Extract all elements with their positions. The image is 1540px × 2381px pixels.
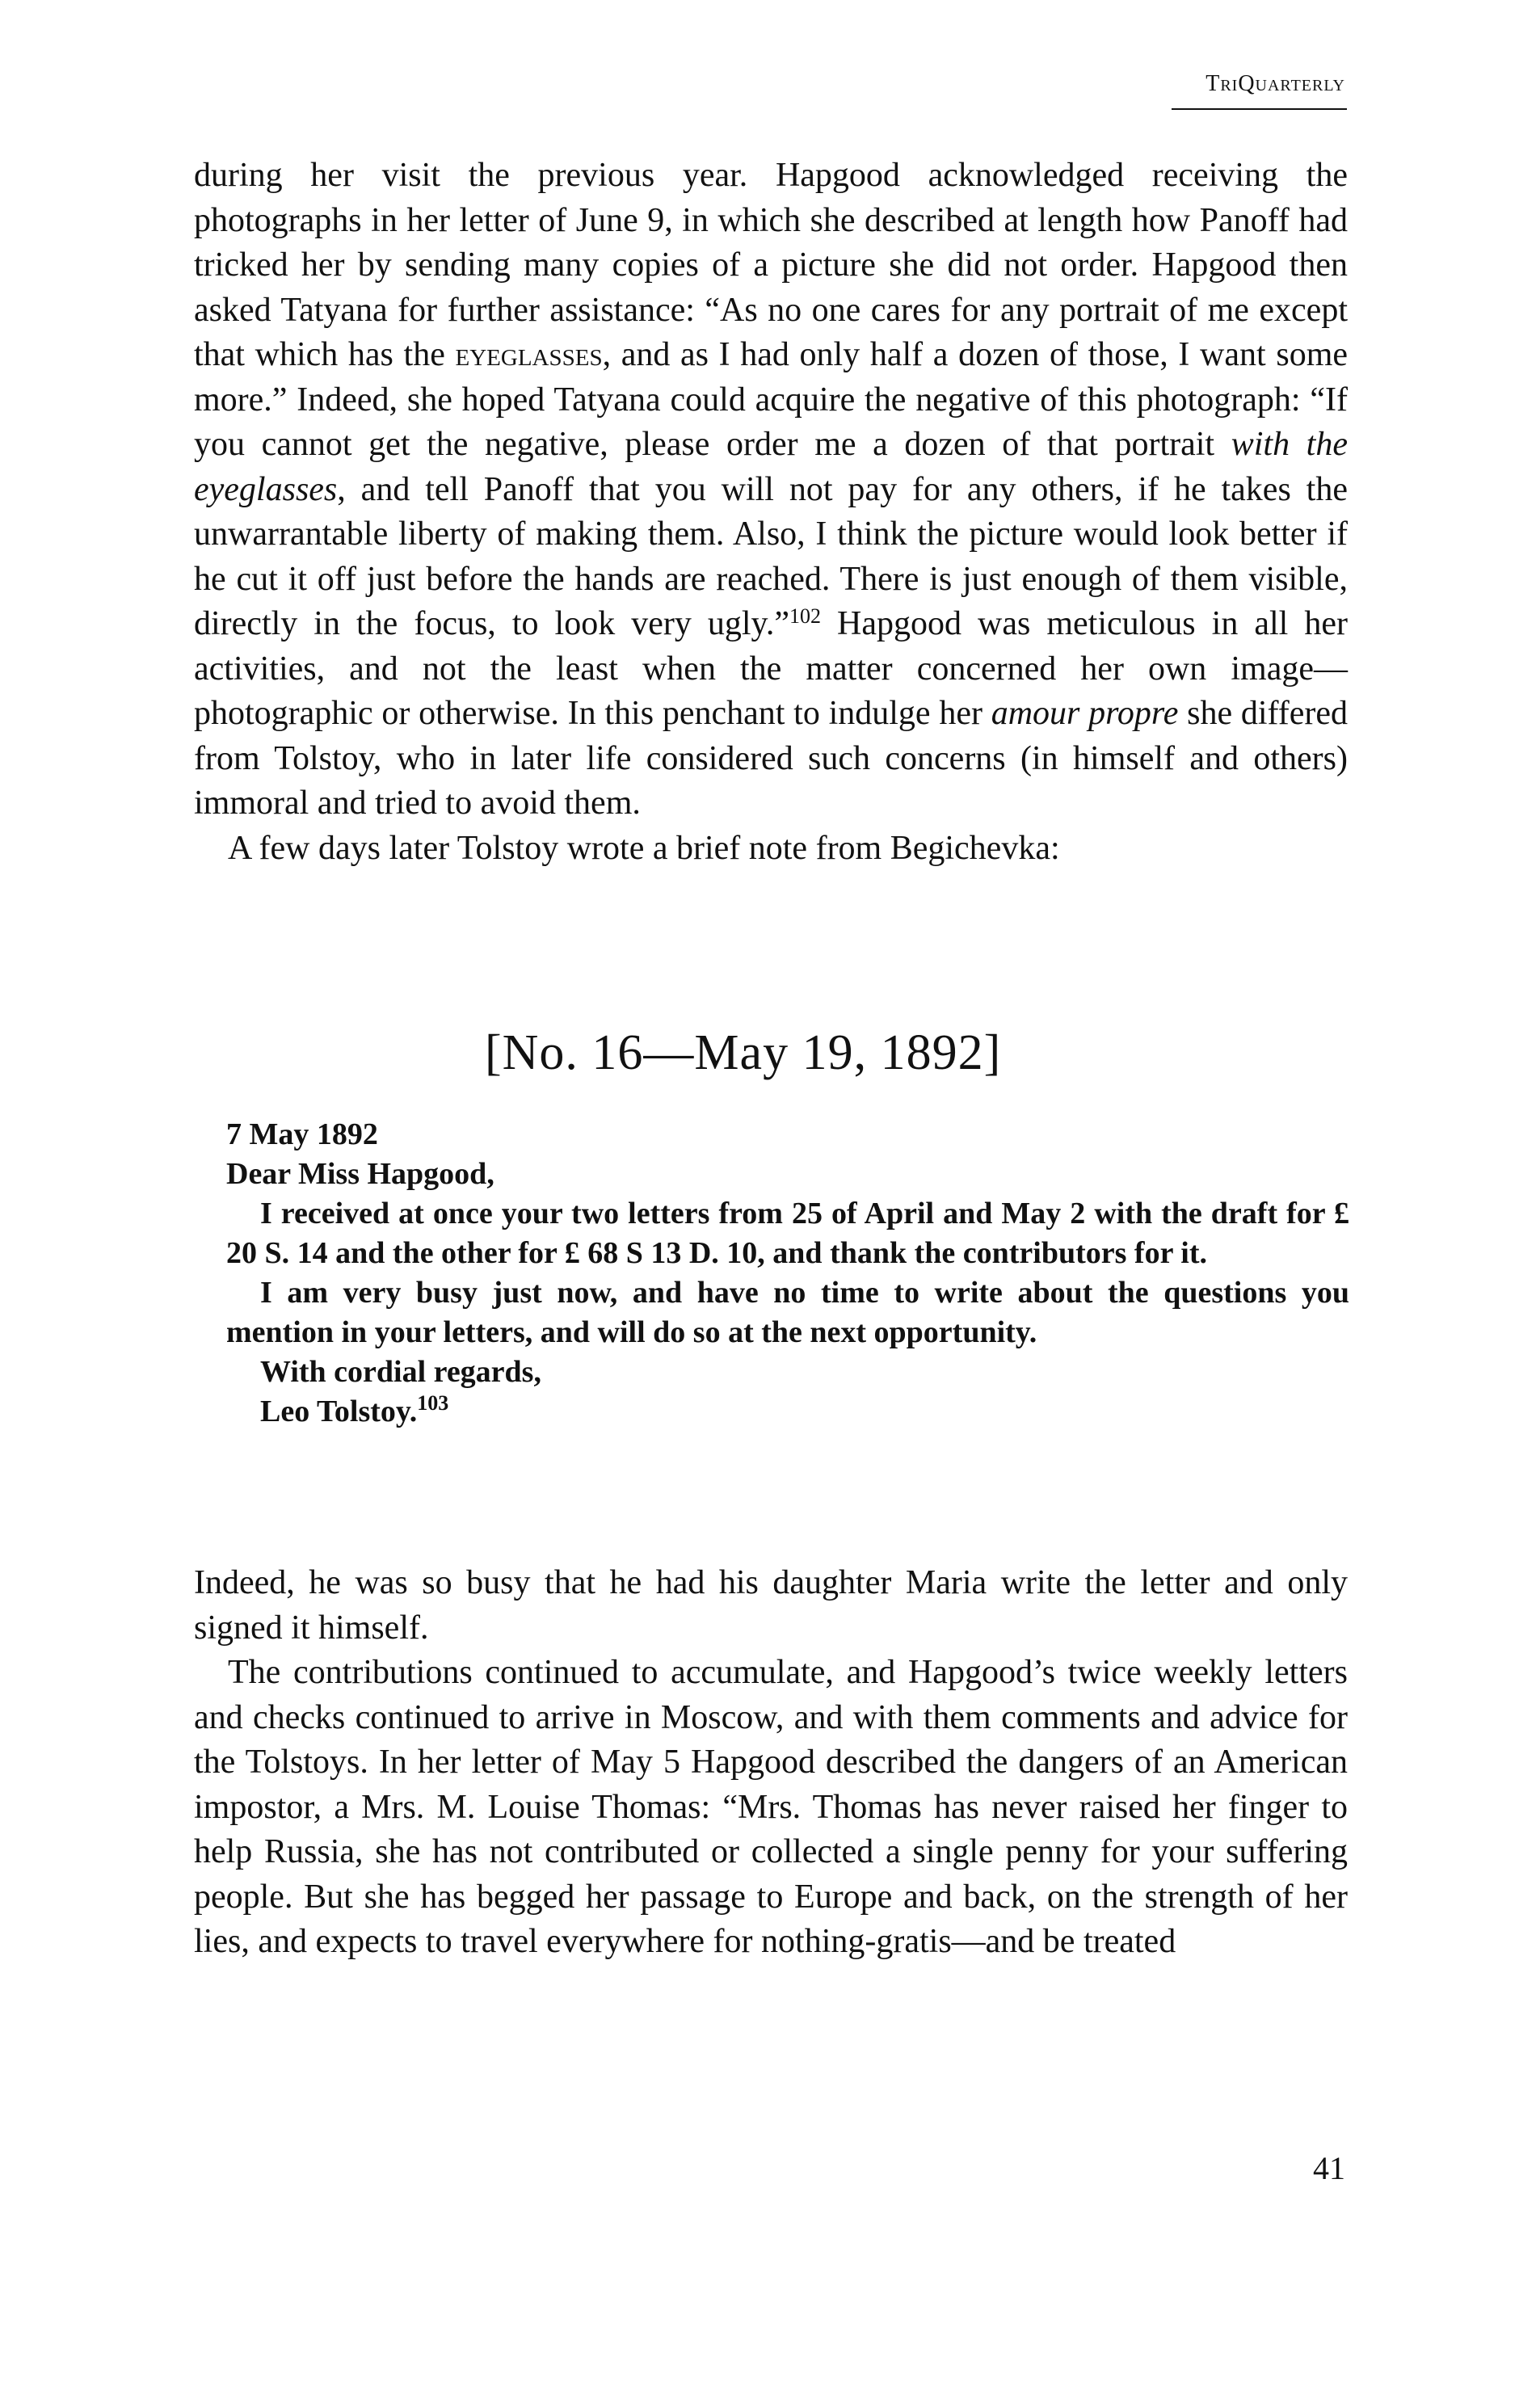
letter-date: 7 May 1892 xyxy=(226,1117,378,1151)
paragraph-2: A few days later Tolstoy wrote a brief note from Begichevka: xyxy=(228,829,1060,867)
body-text-bottom xyxy=(194,1561,1348,1965)
running-head: TriQuarterly xyxy=(1205,71,1345,96)
paragraph-3: Indeed, he was so busy that he had his daughter Maria write the letter and only signed it himself. xyxy=(194,1564,1348,1647)
letter-paragraph-1: I received at once your two letters from 25 of April and May 2 with the draft for £ 20 S. 14 and the other for £ 68 S 13 D. 10, and thank the contributors for it. xyxy=(226,1197,1349,1270)
body-text-top xyxy=(194,154,1348,871)
page-number: 41 xyxy=(1313,2150,1345,2186)
paragraph-4: The contributions continued to accumulate, and Hapgood’s twice weekly letters and checks continued to arrive in Moscow, and with them comments and advice for the Tolstoys. In her letter of May 5 Hapgood described the dangers of an American impostor, a Mrs. M. Louise Thomas: “Mrs. Thomas has never raised her finger to help Russia, she has not contributed or collected a single penny for your suffering people. But she has begged her passage to Europe and back, on the strength of her lies, and expects to travel everywhere for nothing-gratis—and be treated xyxy=(194,1654,1348,1960)
paragraph-1: during her visit the previous year. Hapgood acknowledged receiving the photographs in her letter of June 9, in which she described at length how Panoff had tricked her by sending many copies of a picture she did not order. Hapgood then asked Tatyana for further assistance: “As no one cares for any portrait of me except that which has the eyeglasses, and as I had only half a dozen of those, I want some more.” Indeed, she hoped Tatyana could acquire the negative of this photograph: “If you cannot get the negative, please order me a dozen of that portrait with the eyeglasses, and tell Panoff that you will not pay for any others, if he takes the unwarrantable liberty of making them. Also, I think the picture would look better if he cut it off just before the hands are reached. There is just enough of them visible, directly in the focus, to look very ugly.”$^{102}$ Hapgood was meticulous in all her activities, and not the least when the matter concerned her own image—photographic or otherwise. In this penchant to indulge her amour propre she differed from Tolstoy, who in later life considered such concerns (in himself and others) immoral and tried to avoid them. xyxy=(194,157,1349,822)
letter-block xyxy=(226,1115,1349,1432)
footnote-ref-102: 102 xyxy=(789,604,821,628)
letter-salutation: Dear Miss Hapgood, xyxy=(226,1157,494,1191)
footnote-ref-103: 103 xyxy=(417,1391,449,1415)
running-head-rule xyxy=(1172,108,1347,110)
letter-signature: Leo Tolstoy.$^{103}$ xyxy=(260,1391,449,1428)
letter-paragraph-2: I am very busy just now, and have no time to write about the questions you mention in your letters, and will do so at the next opportunity. xyxy=(226,1276,1349,1349)
letter-closing: With cordial regards, xyxy=(260,1355,541,1389)
letter-heading: [No. 16—May 19, 1892] xyxy=(485,1025,1002,1080)
